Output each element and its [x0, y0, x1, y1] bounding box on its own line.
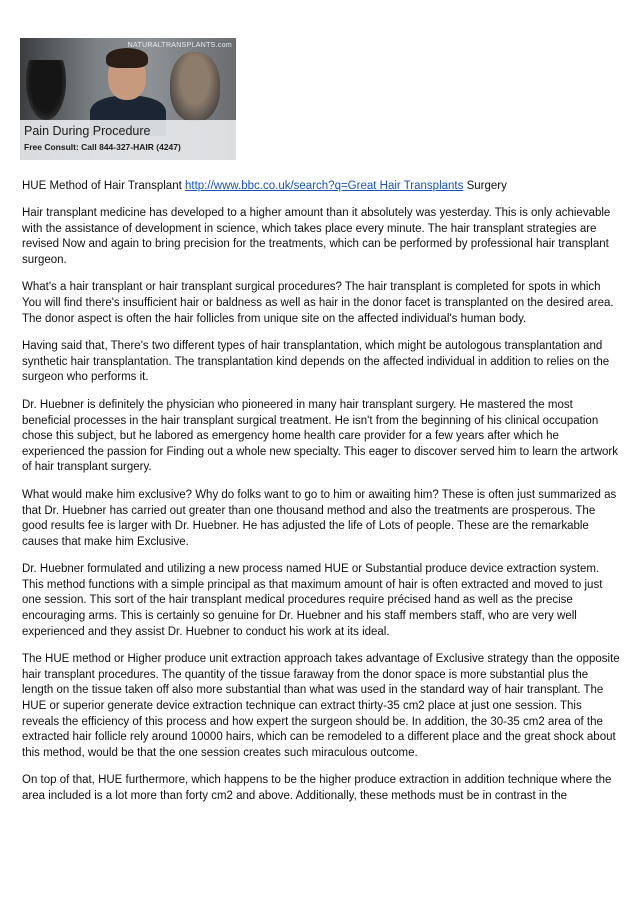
person-right-image	[170, 52, 220, 122]
paragraph-7: The HUE method or Higher produce unit extraction approach takes advantage of Exclusive strategy than the opposite hair transplant procedures. The quantity of the tissue faraway from the donor space is more substantial plus the length on the tissue taken off also more substantial than what was used in the standard way of hair transplant. The HUE or superior generate device extraction technique can extract thirty-35 cm2 place at just one session. This reveals the efficiency of this process and how expert the surgeon should be. In addition, the 30-35 cm2 area of the extracted hair follicle rely around 10000 hairs, which can be remodeled to a different place and the great shock about this method, would be that the one session creates such miraculous outcome.	[22, 653, 620, 759]
caption-subtitle: Free Consult: Call 844-327-HAIR (4247)	[24, 142, 181, 152]
article-title-line	[22, 179, 620, 194]
title-suffix: Surgery	[463, 180, 507, 192]
caption-title: Pain During Procedure	[24, 124, 151, 138]
paragraph-5: What would make him exclusive? Why do folks want to go to him or awaiting him? These is often just summarized as that Dr. Huebner has carried out greater than one thousand method and also the treatments are prosperous. The good results fee is larger with Dr. Huebner. He has adjusted the life of Lots of people. These are the remarkable causes that make him Exclusive.	[22, 488, 617, 548]
title-prefix: HUE Method of Hair Transplant	[22, 180, 185, 192]
presenter-hair	[106, 48, 148, 68]
person-left-image	[26, 60, 66, 120]
paragraph-4: Dr. Huebner is definitely the physician who pioneered in many hair transplant surgery. He mastered the most beneficial processes in the hair transplant surgical treatment. He isn't from the beginning of his clinical occupation chose this subject, but he labored as emergency home health care provider for a few years after which he experienced the passion for Finding out a whole new specialty. This eager to discover served him to learn the artwork of hair transplant surgery.	[22, 398, 618, 474]
paragraph-8: On top of that, HUE furthermore, which happens to be the higher produce extraction in addition technique where the area included is a lot more than forty cm2 and above. Additionally, these methods must be in contrast in the	[22, 774, 612, 802]
paragraph-2: What's a hair transplant or hair transplant surgical procedures? The hair transplant is completed for spots in which You will find there's insufficient hair or baldness as well as hair in the donor facet is transplanted on the desired area. The donor aspect is often the hair follicles from unique site on the affected individual's human body.	[22, 281, 614, 325]
article-body	[22, 179, 620, 817]
paragraph-1: Hair transplant medicine has developed to a higher amount than it absolutely was yesterday. This is only achievable with the assistance of development in science, which takes place every minute. The hair transplant strategies are revised Now and again to bring precision for the treatments, which can be performed by professional hair transplant surgeon.	[22, 207, 611, 266]
paragraph-3: Having said that, There's two different types of hair transplantation, which might be autologous transplantation and synthetic hair transplantation. The transplantation kind depends on the affected individual in addition to relies on the surgeon who performs it.	[22, 340, 610, 384]
brand-watermark: NATURALTRANSPLANTS.com	[127, 42, 232, 49]
paragraph-6: Dr. Huebner formulated and utilizing a new process named HUE or Substantial produce device extraction system. This method functions with a simple principal as that maximum amount of hair is often extracted and moved to just one session. This sort of the hair transplant medical procedures require précised hand as well as the precise encouraging arms. This is certainly so genuine for Dr. Huebner and his staff members staff, who are very well experienced and they assist Dr. Huebner to conduct his work at its ideal.	[22, 563, 603, 638]
search-link[interactable]: http://www.bbc.co.uk/search?q=Great Hair Transplants	[185, 180, 464, 192]
video-thumbnail[interactable]	[20, 38, 236, 160]
thumbnail-caption	[20, 120, 236, 160]
